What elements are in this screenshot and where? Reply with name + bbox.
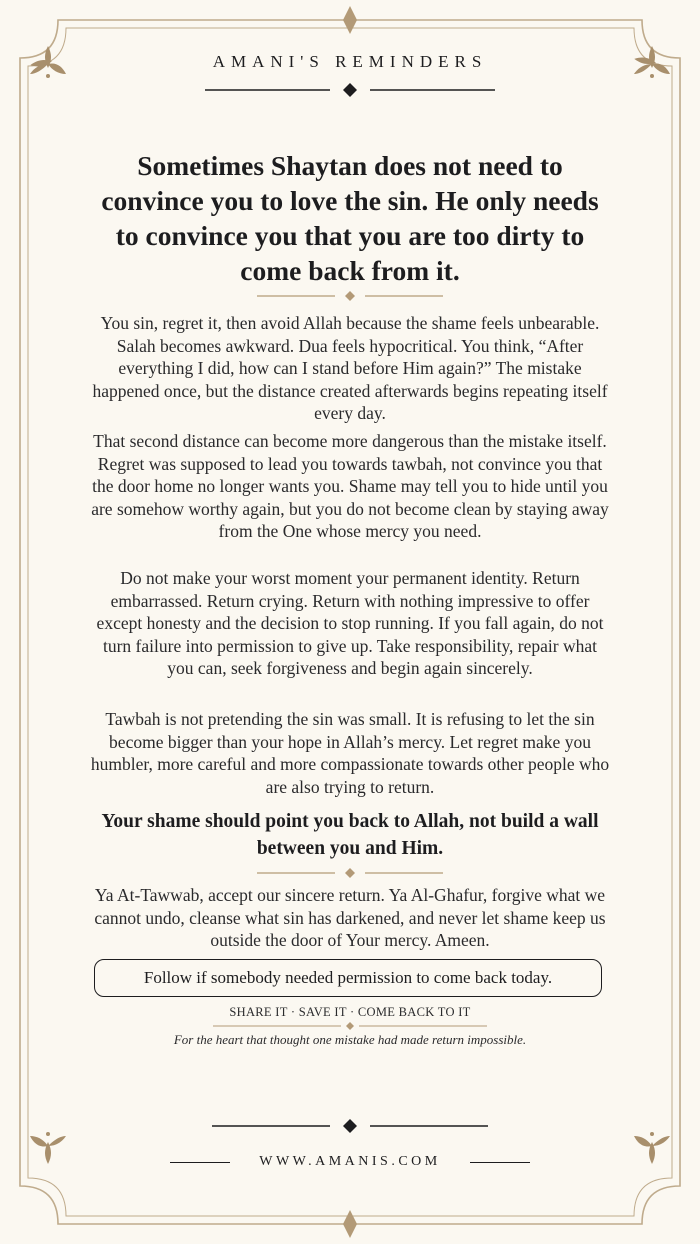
- dua-paragraph: Ya At-Tawwab, accept our sincere return. Ya Al-Ghafur, forgive what we cannot undo, cleanse what sin has darkened, and never let shame keep us outside the door of Your mercy. Ameen.: [94, 885, 606, 950]
- paragraph-2: That second distance can become more dangerous than the mistake itself. Regret was supposed to lead you towards tawbah, not convince you that the door home no longer wants you. Shame may tell you to hide until you are somehow worthy again, but you do not become clean by staying away from the One whose mercy you need.: [91, 431, 609, 541]
- header-divider: [205, 80, 495, 100]
- follow-cta-box: [94, 959, 602, 997]
- paragraph-4: Tawbah is not pretending the sin was small. It is refusing to let the sin become bigger than your hope in Allah’s mercy. Let regret make you humbler, more careful and more compassionate towards other people who are also trying to return.: [90, 709, 610, 797]
- brand-header: AMANI'S REMINDERS: [212, 52, 488, 71]
- corner-flourish-bottom-right: [630, 1126, 674, 1170]
- tagline: For the heart that thought one mistake had made return impossible.: [173, 1032, 527, 1047]
- ornament-divider: [255, 289, 445, 303]
- footer-line-right: [470, 1162, 530, 1163]
- footer-line-left: [170, 1162, 230, 1163]
- paragraph-3: Do not make your worst moment your permanent identity. Return embarrassed. Return crying. Return with nothing impressive to offer except honesty and the decision to stop running. If you fall again, do not turn failure into permission to give up. Take responsibility, repair what you can, seek forgiveness and begin again sincerely.: [96, 568, 604, 678]
- share-prompt: SHARE IT · SAVE IT · COME BACK TO IT: [229, 1005, 471, 1019]
- website-link[interactable]: WWW.AMANIS.COM: [241, 1154, 458, 1170]
- ornament-divider: [255, 866, 445, 880]
- footer-divider: [210, 1116, 490, 1136]
- share-divider: [213, 1020, 487, 1032]
- paragraph-1: You sin, regret it, then avoid Allah because the shame feels unbearable. Salah becomes awkward. Dua feels hypocritical. You think, “After everything I did, how can I stand before Him again?” The mistake happened once, but the distance created afterwards begins repeating itself every day.: [92, 313, 608, 423]
- emphasis-statement: Your shame should point you back to Allah, not build a wall between you and Him.: [101, 811, 599, 859]
- headline: Sometimes Shaytan does not need to convince you to love the sin. He only needs to convince you that you are too dirty to come back from it.: [101, 150, 599, 286]
- footer: [170, 1152, 530, 1172]
- corner-flourish-bottom-left: [26, 1126, 70, 1170]
- follow-cta-text: Follow if somebody needed permission to come back today.: [143, 968, 553, 987]
